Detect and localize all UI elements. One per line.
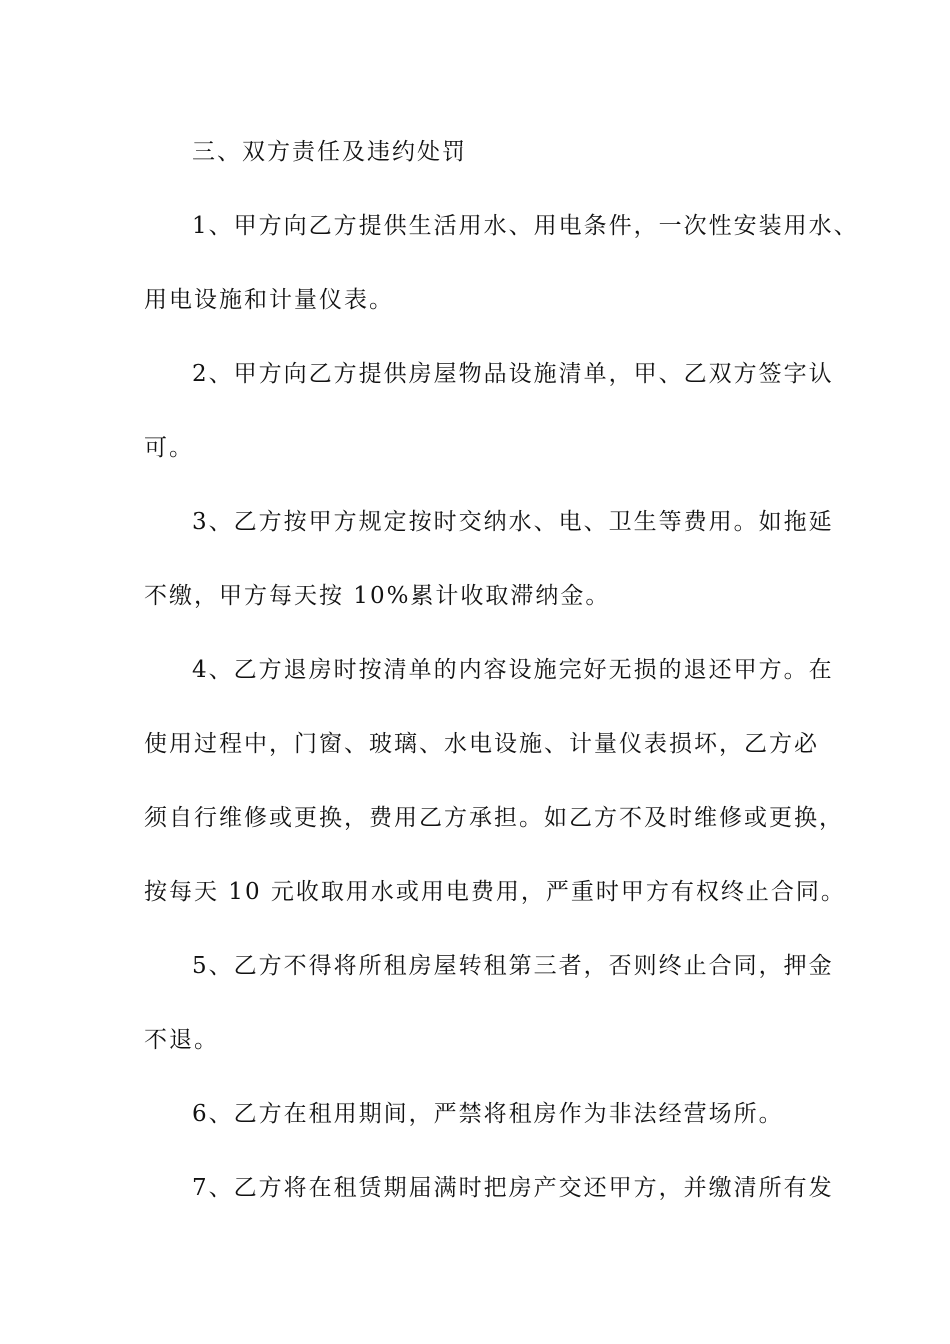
clause-1-line-2: 用电设施和计量仪表。 — [144, 287, 394, 313]
clause-2-line-1: 2、甲方向乙方提供房屋物品设施清单，甲、乙双方签字认 — [192, 361, 834, 387]
clause-3-line-1: 3、乙方按甲方规定按时交纳水、电、卫生等费用。如拖延 — [192, 509, 834, 535]
clause-6-line-1: 6、乙方在租用期间，严禁将租房作为非法经营场所。 — [192, 1101, 784, 1127]
clause-3-line-2: 不缴，甲方每天按 10%累计收取滞纳金。 — [144, 583, 611, 609]
clause-4-line-4: 按每天 10 元收取用水或用电费用，严重时甲方有权终止合同。 — [144, 879, 846, 905]
clause-4-line-2: 使用过程中，门窗、玻璃、水电设施、计量仪表损坏，乙方必 — [144, 731, 819, 757]
clause-7-line-1: 7、乙方将在租赁期届满时把房产交还甲方，并缴清所有发 — [192, 1175, 834, 1201]
clause-2-line-2: 可。 — [144, 435, 194, 461]
section-heading: 三、双方责任及违约处罚 — [192, 139, 467, 165]
clause-1-line-1: 1、甲方向乙方提供生活用水、用电条件，一次性安装用水、 — [192, 213, 859, 239]
clause-5-line-2: 不退。 — [144, 1027, 219, 1053]
clause-4-line-3: 须自行维修或更换，费用乙方承担。如乙方不及时维修或更换， — [144, 805, 844, 831]
clause-5-line-1: 5、乙方不得将所租房屋转租第三者，否则终止合同，押金 — [192, 953, 834, 979]
clause-4-line-1: 4、乙方退房时按清单的内容设施完好无损的退还甲方。在 — [192, 657, 834, 683]
